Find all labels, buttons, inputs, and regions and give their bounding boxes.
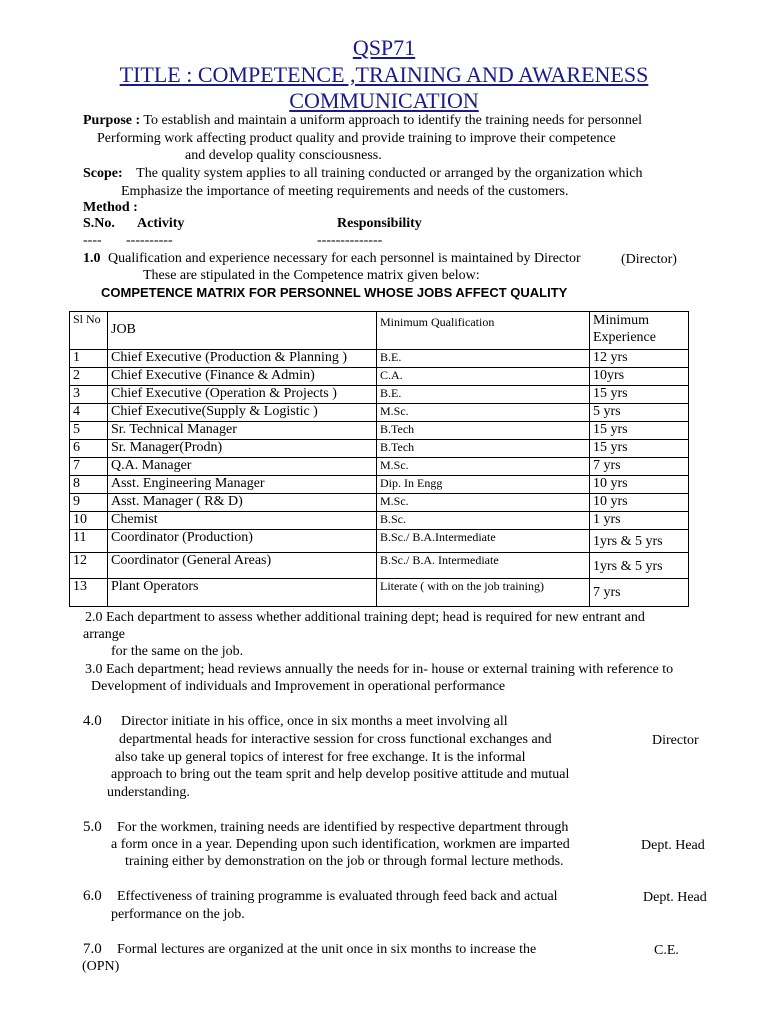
row-sl: 7 xyxy=(70,458,108,476)
table-row xyxy=(70,386,689,404)
table-row xyxy=(70,422,689,440)
method-dash1: ---- xyxy=(83,233,102,248)
method-col-responsibility: Responsibility xyxy=(337,216,422,231)
item7-number: 7.0 xyxy=(83,941,102,957)
item1-line1 xyxy=(83,250,581,267)
row-sl: 3 xyxy=(70,386,108,404)
item3-line2: Development of individuals and Improvement in operational performance xyxy=(91,679,506,694)
item6-line1: Effectiveness of training programme is evaluated through feed back and actual xyxy=(117,889,558,904)
header-sl: Sl No xyxy=(70,312,108,350)
table-row xyxy=(70,404,689,422)
competence-matrix-table xyxy=(69,311,689,607)
item6-responsibility: Dept. Head xyxy=(643,890,707,905)
row-qual: M.Sc. xyxy=(377,404,590,422)
row-job: Sr. Manager(Prodn) xyxy=(108,440,377,458)
item1-line2: These are stipulated in the Competence matrix given below: xyxy=(143,268,480,283)
matrix-title: COMPETENCE MATRIX FOR PERSONNEL WHOSE JOBS AFFECT QUALITY xyxy=(101,285,568,300)
purpose-line3: and develop quality consciousness. xyxy=(185,148,382,163)
row-job: Chief Executive(Supply & Logistic ) xyxy=(108,404,377,422)
row-job: Q.A. Manager xyxy=(108,458,377,476)
row-exp: 15 yrs xyxy=(590,386,689,404)
row-qual: B.Tech xyxy=(377,422,590,440)
row-exp: 10yrs xyxy=(590,368,689,386)
document-title-cont: COMMUNICATION xyxy=(289,88,479,113)
row-qual: M.Sc. xyxy=(377,494,590,512)
header-job: JOB xyxy=(108,312,377,350)
row-exp: 1yrs & 5 yrs xyxy=(590,530,689,553)
table-header-row xyxy=(70,312,689,350)
item4-line4: approach to bring out the team sprit and help develop positive attitude and mutual xyxy=(111,767,570,782)
header-exp: Minimum Experience xyxy=(590,312,689,350)
row-job: Chief Executive (Production & Planning ) xyxy=(108,350,377,368)
item5-number: 5.0 xyxy=(83,819,102,835)
row-qual: B.Tech xyxy=(377,440,590,458)
purpose-line2: Performing work affecting product quality and provide training to improve their competence xyxy=(97,131,616,146)
item4-line5: understanding. xyxy=(107,785,190,800)
row-job: Sr. Technical Manager xyxy=(108,422,377,440)
row-exp: 5 yrs xyxy=(590,404,689,422)
row-job: Asst. Manager ( R& D) xyxy=(108,494,377,512)
document-code: QSP71 xyxy=(352,35,416,60)
item7-line1: Formal lectures are organized at the unit once in six months to increase the xyxy=(117,942,537,957)
item4-line3: also take up general topics of interest for free exchange. It is the informal xyxy=(115,750,526,765)
row-exp: 12 yrs xyxy=(590,350,689,368)
table-row xyxy=(70,553,689,579)
scope-line2: Emphasize the importance of meeting requirements and needs of the customers. xyxy=(121,184,569,199)
purpose-label: Purpose : xyxy=(83,113,141,128)
row-qual: B.E. xyxy=(377,350,590,368)
table-row xyxy=(70,476,689,494)
row-qual: B.Sc. xyxy=(377,512,590,530)
table-row xyxy=(70,494,689,512)
item5-line1: For the workmen, training needs are identified by respective department through xyxy=(117,820,569,835)
row-job: Coordinator (Production) xyxy=(108,530,377,553)
item1-number: 1.0 xyxy=(83,251,101,266)
row-sl: 9 xyxy=(70,494,108,512)
item6-number: 6.0 xyxy=(83,888,102,904)
item5-responsibility: Dept. Head xyxy=(641,838,705,853)
row-exp: 10 yrs xyxy=(590,476,689,494)
row-job: Asst. Engineering Manager xyxy=(108,476,377,494)
row-sl: 2 xyxy=(70,368,108,386)
item2-line1: 2.0 Each department to assess whether additional training dept; head is required for new entrant and xyxy=(85,610,645,625)
purpose-line1 xyxy=(83,112,642,129)
table-row xyxy=(70,458,689,476)
item7-responsibility: C.E. xyxy=(654,943,679,958)
row-qual: Dip. In Engg xyxy=(377,476,590,494)
row-exp: 15 yrs xyxy=(590,440,689,458)
item5-line3: training either by demonstration on the job or through formal lecture methods. xyxy=(125,854,564,869)
item4-responsibility: Director xyxy=(652,733,699,748)
scope-label: Scope: xyxy=(83,166,123,181)
header-qual: Minimum Qualification xyxy=(377,312,590,350)
row-sl: 11 xyxy=(70,530,108,553)
method-col-sno: S.No. xyxy=(83,216,115,231)
row-job: Chief Executive (Finance & Admin) xyxy=(108,368,377,386)
row-sl: 10 xyxy=(70,512,108,530)
method-label: Method : xyxy=(83,200,138,215)
row-exp: 7 yrs xyxy=(590,579,689,607)
table-row xyxy=(70,512,689,530)
row-qual: B.E. xyxy=(377,386,590,404)
item4-line1: Director initiate in his office, once in six months a meet involving all xyxy=(121,714,508,729)
row-job: Chemist xyxy=(108,512,377,530)
method-col-activity: Activity xyxy=(137,216,185,231)
item7-line2: (OPN) xyxy=(82,959,120,974)
row-exp: 1 yrs xyxy=(590,512,689,530)
table-row xyxy=(70,350,689,368)
item4-number: 4.0 xyxy=(83,713,102,729)
row-sl: 6 xyxy=(70,440,108,458)
item1-text: Qualification and experience necessary for each personnel is maintained by Director xyxy=(108,251,581,266)
table-row xyxy=(70,440,689,458)
scope-line1 xyxy=(83,165,643,182)
item2-line2: arrange xyxy=(83,627,125,642)
row-qual: M.Sc. xyxy=(377,458,590,476)
method-dash3: -------------- xyxy=(317,233,383,248)
method-dash2: ---------- xyxy=(126,233,173,248)
row-sl: 5 xyxy=(70,422,108,440)
row-job: Chief Executive (Operation & Projects ) xyxy=(108,386,377,404)
table-row xyxy=(70,368,689,386)
purpose-text: To establish and maintain a uniform approach to identify the training needs for personnel xyxy=(143,113,643,128)
row-sl: 13 xyxy=(70,579,108,607)
row-job: Plant Operators xyxy=(108,579,377,607)
item4-line2: departmental heads for interactive session for cross functional exchanges and xyxy=(119,732,552,747)
item3-line1: 3.0 Each department; head reviews annually the needs for in- house or external training with reference to xyxy=(85,662,674,677)
row-exp: 7 yrs xyxy=(590,458,689,476)
row-sl: 12 xyxy=(70,553,108,579)
item5-line2: a form once in a year. Depending upon such identification, workmen are imparted xyxy=(111,837,570,852)
row-qual: B.Sc./ B.A.Intermediate xyxy=(377,530,590,553)
row-exp: 1yrs & 5 yrs xyxy=(590,553,689,579)
row-job: Coordinator (General Areas) xyxy=(108,553,377,579)
item6-line2: performance on the job. xyxy=(111,907,245,922)
document-title: TITLE : COMPETENCE ,TRAINING AND AWARENESS xyxy=(119,62,649,87)
row-qual: C.A. xyxy=(377,368,590,386)
row-sl: 8 xyxy=(70,476,108,494)
table-row xyxy=(70,579,689,607)
scope-text: The quality system applies to all training conducted or arranged by the organization which xyxy=(136,166,643,181)
row-qual: B.Sc./ B.A. Intermediate xyxy=(377,553,590,579)
row-sl: 1 xyxy=(70,350,108,368)
row-exp: 10 yrs xyxy=(590,494,689,512)
item2-line3: for the same on the job. xyxy=(111,644,244,659)
row-exp: 15 yrs xyxy=(590,422,689,440)
row-qual: Literate ( with on the job training) xyxy=(377,579,590,607)
item1-responsibility: (Director) xyxy=(621,252,677,267)
row-sl: 4 xyxy=(70,404,108,422)
table-row xyxy=(70,530,689,553)
